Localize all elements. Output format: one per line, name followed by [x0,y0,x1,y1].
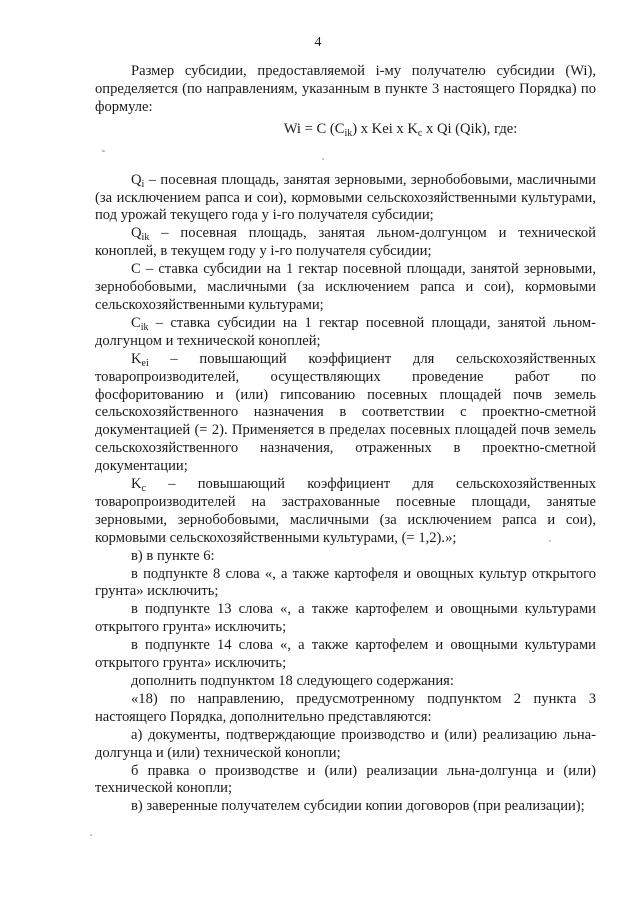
variable-symbol: Q [131,225,142,242]
amendment-paragraph: в подпункте 13 слова «, а также картофелем и овощными культурами открытого грунта» исключить; [95,601,596,636]
amendment-paragraph: дополнить подпунктом 18 следующего содержания: [131,673,454,689]
definition-text: – посевная площадь, занятая льном-долгунцом и технической коноплей, в текущем году у i-го получателя субсидии; [95,225,596,260]
definition-paragraph [95,315,596,351]
variable-symbol: Q [131,171,142,188]
scan-speck [90,834,92,836]
scan-speck [322,158,324,160]
definition-text: – ставка субсидии на 1 гектар посевной площади, занятой льном-долгунцом и технической коноплей; [95,314,596,349]
formula-part: Wi = C (C [283,120,345,137]
amendment-paragraph: в) в пункте 6: [131,547,215,564]
amendment-paragraph: в подпункте 8 слова «, а также картофеля и овощных культур открытого грунта» исключить; [95,565,596,600]
definition-text: – ставка субсидии на 1 гектар посевной площади, занятой зерновыми, зернобобовыми, масличными (за исключением рапса и сои), кормовыми сельскохозяйственными культурами; [95,261,596,313]
document-body [95,63,596,816]
definition-paragraph [95,172,596,226]
amendment-paragraph: а) документы, подтверждающие производство и (или) реализацию льна-долгунца и (или) технической конопли; [95,726,596,761]
variable-subscript: ik [141,232,150,244]
formula-subscript: ik [344,127,353,139]
page-number: 4 [314,35,322,50]
scan-speck [549,540,551,542]
amendment-paragraph: б правка о производстве и (или) реализации льна-долгунца и (или) технической конопли; [95,762,596,797]
variable-symbol: K [131,476,142,493]
variable-subscript: ik [140,321,149,333]
definition-paragraph [95,225,596,261]
variable-symbol: K [131,350,142,367]
definition-text: – повышающий коэффициент для сельскохозяйственных товаропроизводителей, осуществляющих проведение работ по фосфоритованию и (или) гипсованию посевных площадей почв земель сельскохозяйственного назначения в соответствии с проектно-сметной документацией (= 2). Применяется в пределах посевных площадей почв земель сельскохозяйственного назначения, отраженных в проектно-сметной документации; [95,350,596,475]
formula-part: x Qi (Qik), где: [422,120,518,137]
definition-paragraph [95,261,596,315]
amendment-paragraph: «18) по направлению, предусмотренному подпунктом 2 пункта 3 настоящего Порядка, дополнительно представляются: [95,690,596,725]
amendment-list [95,548,596,817]
variable-symbol: C [131,314,141,331]
intro-paragraph: Размер субсидии, предоставляемой i-му получателю субсидии (Wi), определяется (по направлениям, указанным в пункте 3 настоящего Порядка) по формуле: [95,63,596,115]
scan-speck [102,150,105,152]
definition-paragraph [95,476,596,548]
amendment-paragraph: в) заверенные получателем субсидии копии договоров (при реализации); [131,798,585,815]
variable-definitions [95,172,596,548]
definition-text: – повышающий коэффициент для сельскохозяйственных товаропроизводителей на застрахованные посевные площади, занятые зерновыми, зернобобовыми, масличными (за исключением рапса и сои), кормовыми сельскохозяйственными культурами, (= 1,2).»; [95,476,596,546]
definition-text: – посевная площадь, занятая зерновыми, зернобобовыми, масличными (за исключением рапса и сои), кормовыми сельскохозяйственными культурами, под урожай текущего года у i-го получателя субсидии; [95,171,596,224]
formula-subscript: c [417,127,423,139]
variable-subscript: c [141,483,146,495]
subsidy-formula [95,121,596,139]
amendment-paragraph: в подпункте 14 слова «, а также картофелем и овощными культурами открытого грунта» исключить; [95,637,596,672]
variable-symbol: C [131,261,141,278]
variable-subscript: ei [141,357,149,369]
definition-paragraph [95,351,596,476]
variable-subscript: i [141,178,145,190]
formula-part: ) x Kei x K [352,120,418,137]
